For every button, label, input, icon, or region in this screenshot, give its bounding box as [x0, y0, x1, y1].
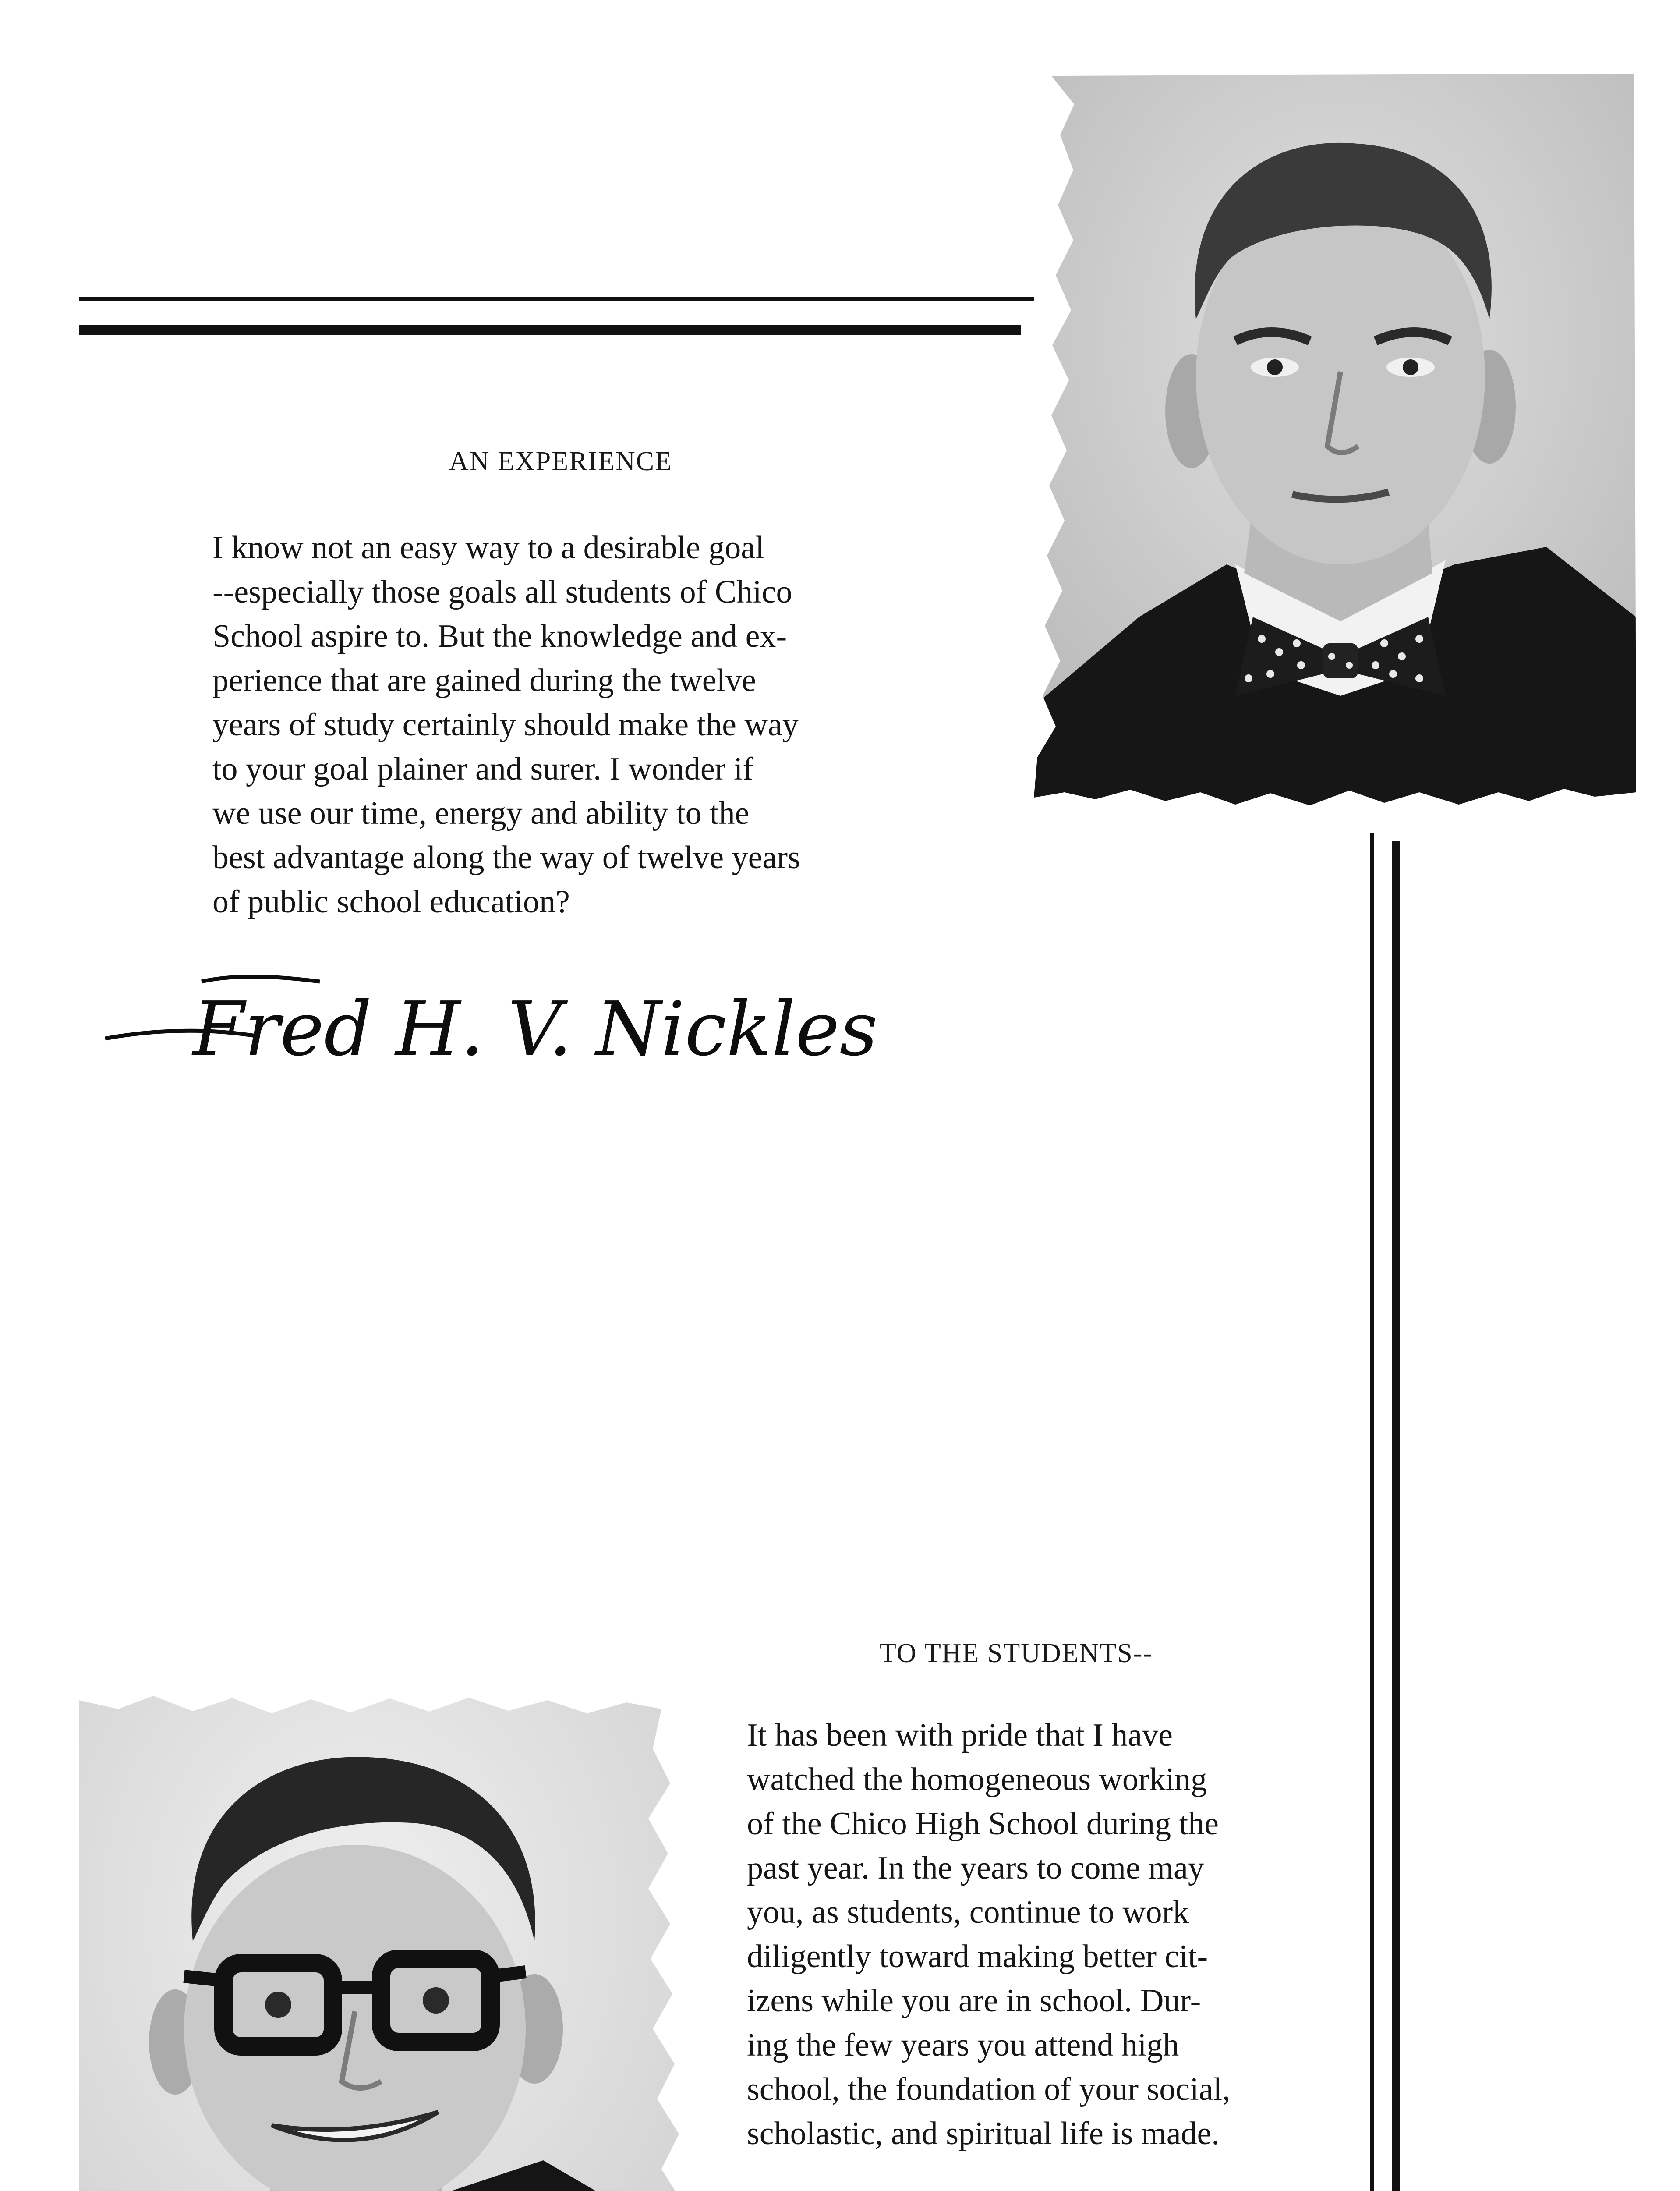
paragraph-line: School aspire to. But the knowledge and ex-	[212, 618, 787, 654]
section-one-title: AN EXPERIENCE	[449, 447, 672, 476]
right-rule-right	[1392, 841, 1400, 2191]
paragraph-line: you, as students, continue to work	[747, 1894, 1189, 1930]
paragraph-line: watched the homogeneous working	[747, 1762, 1207, 1797]
paragraph-line: I know not an easy way to a desirable goal	[212, 530, 764, 566]
paragraph-line: --especially those goals all students of Chico	[212, 574, 792, 610]
paragraph-line: ing the few years you attend high	[747, 2027, 1179, 2063]
paragraph-line: school, the foundation of your social,	[747, 2071, 1231, 2107]
section-two-title: TO THE STUDENTS--	[879, 1638, 1153, 1668]
section-two-paragraph	[747, 1713, 1290, 2156]
top-rule-thin	[79, 297, 1034, 301]
paragraph-line: past year. In the years to come may	[747, 1850, 1204, 1886]
section-one-paragraph	[212, 526, 896, 924]
paragraph-line: It has been with pride that I have	[747, 1717, 1173, 1753]
paragraph-line: years of study certainly should make the way	[212, 707, 799, 743]
paragraph-line: we use our time, energy and ability to the	[212, 795, 750, 831]
top-rule-thick	[79, 325, 1021, 335]
signature-one	[101, 955, 933, 1122]
paragraph-line: diligently toward making better cit-	[747, 1939, 1208, 1975]
paragraph-line: of the Chico High School during the	[747, 1806, 1219, 1842]
paragraph-line: izens while you are in school. Dur-	[747, 1983, 1201, 2019]
photo-top-portrait	[1025, 74, 1647, 827]
photo-bottom-portrait	[79, 1696, 701, 2191]
right-rule-left	[1370, 833, 1374, 2191]
paragraph-line: to your goal plainer and surer. I wonder if	[212, 751, 754, 787]
signature-one-text: Fred H. V. Nickles	[193, 986, 878, 1073]
paragraph-line: perience that are gained during the twelve	[212, 663, 756, 698]
paragraph-line: best advantage along the way of twelve years	[212, 840, 800, 876]
signature-two	[683, 2165, 1384, 2191]
paragraph-line: scholastic, and spiritual life is made.	[747, 2116, 1220, 2152]
paragraph-line: of public school education?	[212, 884, 570, 920]
